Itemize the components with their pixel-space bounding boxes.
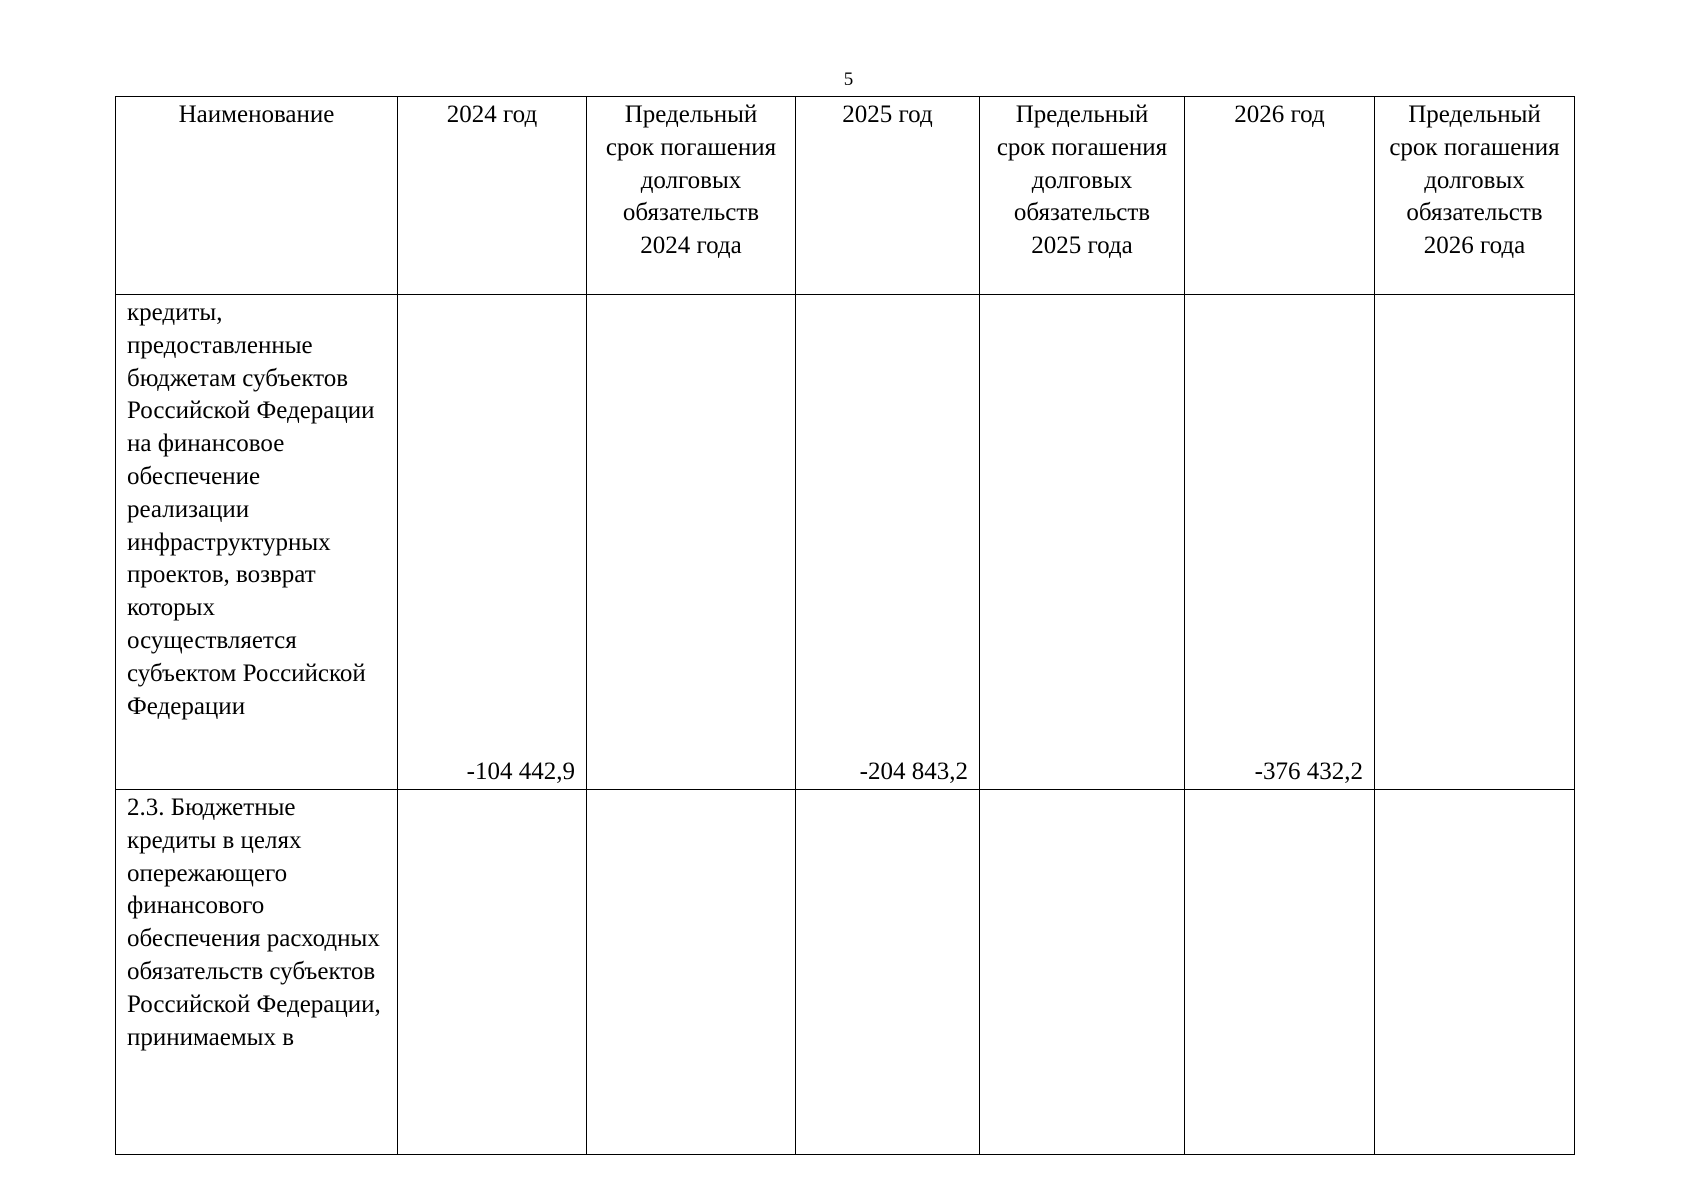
term-2026 bbox=[1375, 295, 1575, 790]
value-2024 bbox=[398, 790, 587, 1155]
term-2024 bbox=[587, 790, 796, 1155]
header-2026: 2026 год bbox=[1185, 97, 1375, 295]
header-term-2026: Предельный срок погашения долговых обязательств 2026 года bbox=[1375, 97, 1575, 295]
header-term-2024: Предельный срок погашения долговых обязательств 2024 года bbox=[587, 97, 796, 295]
value-2024: -104 442,9 bbox=[398, 295, 587, 790]
header-term-2025: Предельный срок погашения долговых обязательств 2025 года bbox=[980, 97, 1185, 295]
value-2026: -376 432,2 bbox=[1185, 295, 1375, 790]
term-2026 bbox=[1375, 790, 1575, 1155]
table-header-row bbox=[116, 97, 1575, 295]
row-name: кредиты, предоставленные бюджетам субъектов Российской Федерации на финансовое обеспечение реализации инфраструктурных проектов, возврат которых осуществляется субъектом Российской Федерации bbox=[116, 295, 398, 790]
value-2025: -204 843,2 bbox=[796, 295, 980, 790]
term-2024 bbox=[587, 295, 796, 790]
header-name: Наименование bbox=[116, 97, 398, 295]
budget-table bbox=[115, 96, 1575, 1155]
table-row bbox=[116, 790, 1575, 1155]
header-2024: 2024 год bbox=[398, 97, 587, 295]
term-2025 bbox=[980, 295, 1185, 790]
value-2025 bbox=[796, 790, 980, 1155]
header-2025: 2025 год bbox=[796, 97, 980, 295]
row-name: 2.3. Бюджетные кредиты в целях опережающего финансового обеспечения расходных обязательств субъектов Российской Федерации, принимаемых в bbox=[116, 790, 398, 1155]
table-row bbox=[116, 295, 1575, 790]
term-2025 bbox=[980, 790, 1185, 1155]
value-2026 bbox=[1185, 790, 1375, 1155]
page-number: 5 bbox=[843, 69, 854, 90]
